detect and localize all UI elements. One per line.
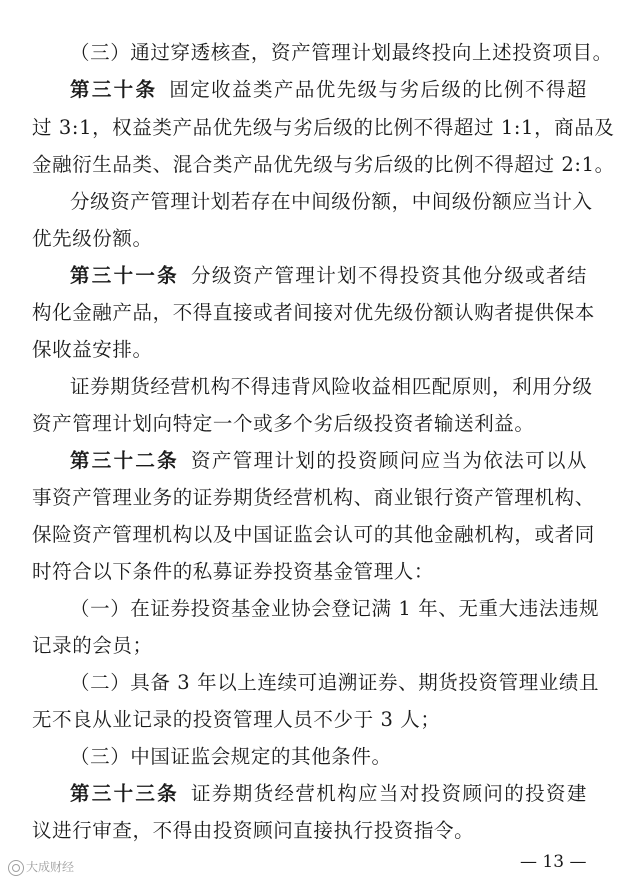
l1: 第三十条 固定收益类产品优先级与劣后级的比例不得超	[70, 78, 587, 101]
l0: （三）通过穿透核查，资产管理计划最终投向上述投资项目。	[70, 41, 613, 64]
page-number: — 13 —	[520, 852, 587, 872]
l16: 记录的会员；	[32, 634, 153, 657]
l8: 保收益安排。	[32, 338, 153, 361]
l6: 第三十一条 分级资产管理计划不得投资其他分级或者结	[70, 264, 587, 287]
l2: 过 3:1，权益类产品优先级与劣后级的比例不得超过 1:1，商品及	[32, 116, 615, 139]
l3: 金融衍生品类、混合类产品优先级与劣后级的比例不得超过 2:1。	[32, 153, 615, 176]
l19: （三）中国证监会规定的其他条件。	[70, 745, 392, 768]
l13: 保险资产管理机构以及中国证监会认可的其他金融机构，或者同	[32, 523, 595, 546]
watermark	[8, 858, 74, 876]
l20: 第三十三条 证券期货经营机构应当对投资顾问的投资建	[70, 782, 587, 805]
l11: 第三十二条 资产管理计划的投资顾问应当为依法可以从	[70, 449, 587, 472]
l21: 议进行审查，不得由投资顾问直接执行投资指令。	[32, 819, 475, 842]
watermark-logo-icon	[8, 860, 24, 876]
l12: 事资产管理业务的证券期货经营机构、商业银行资产管理机构、	[32, 486, 595, 509]
watermark-text: 大成财经	[26, 860, 75, 874]
l10: 资产管理计划向特定一个或多个劣后级投资者输送利益。	[32, 412, 535, 435]
l18: 无不良从业记录的投资管理人员不少于 3 人；	[32, 708, 441, 731]
l14: 时符合以下条件的私募证券投资基金管理人：	[32, 560, 435, 583]
l7: 构化金融产品，不得直接或者间接对优先级份额认购者提供保本	[32, 301, 595, 324]
l5: 优先级份额。	[32, 227, 153, 250]
l17: （二）具备 3 年以上连续可追溯证券、期货投资管理业绩且	[70, 671, 600, 694]
l4: 分级资产管理计划若存在中间级份额，中间级份额应当计入	[70, 190, 593, 213]
l9: 证券期货经营机构不得违背风险收益相匹配原则，利用分级	[70, 375, 593, 398]
l15: （一）在证券投资基金业协会登记满 1 年、无重大违法违规	[70, 597, 600, 620]
